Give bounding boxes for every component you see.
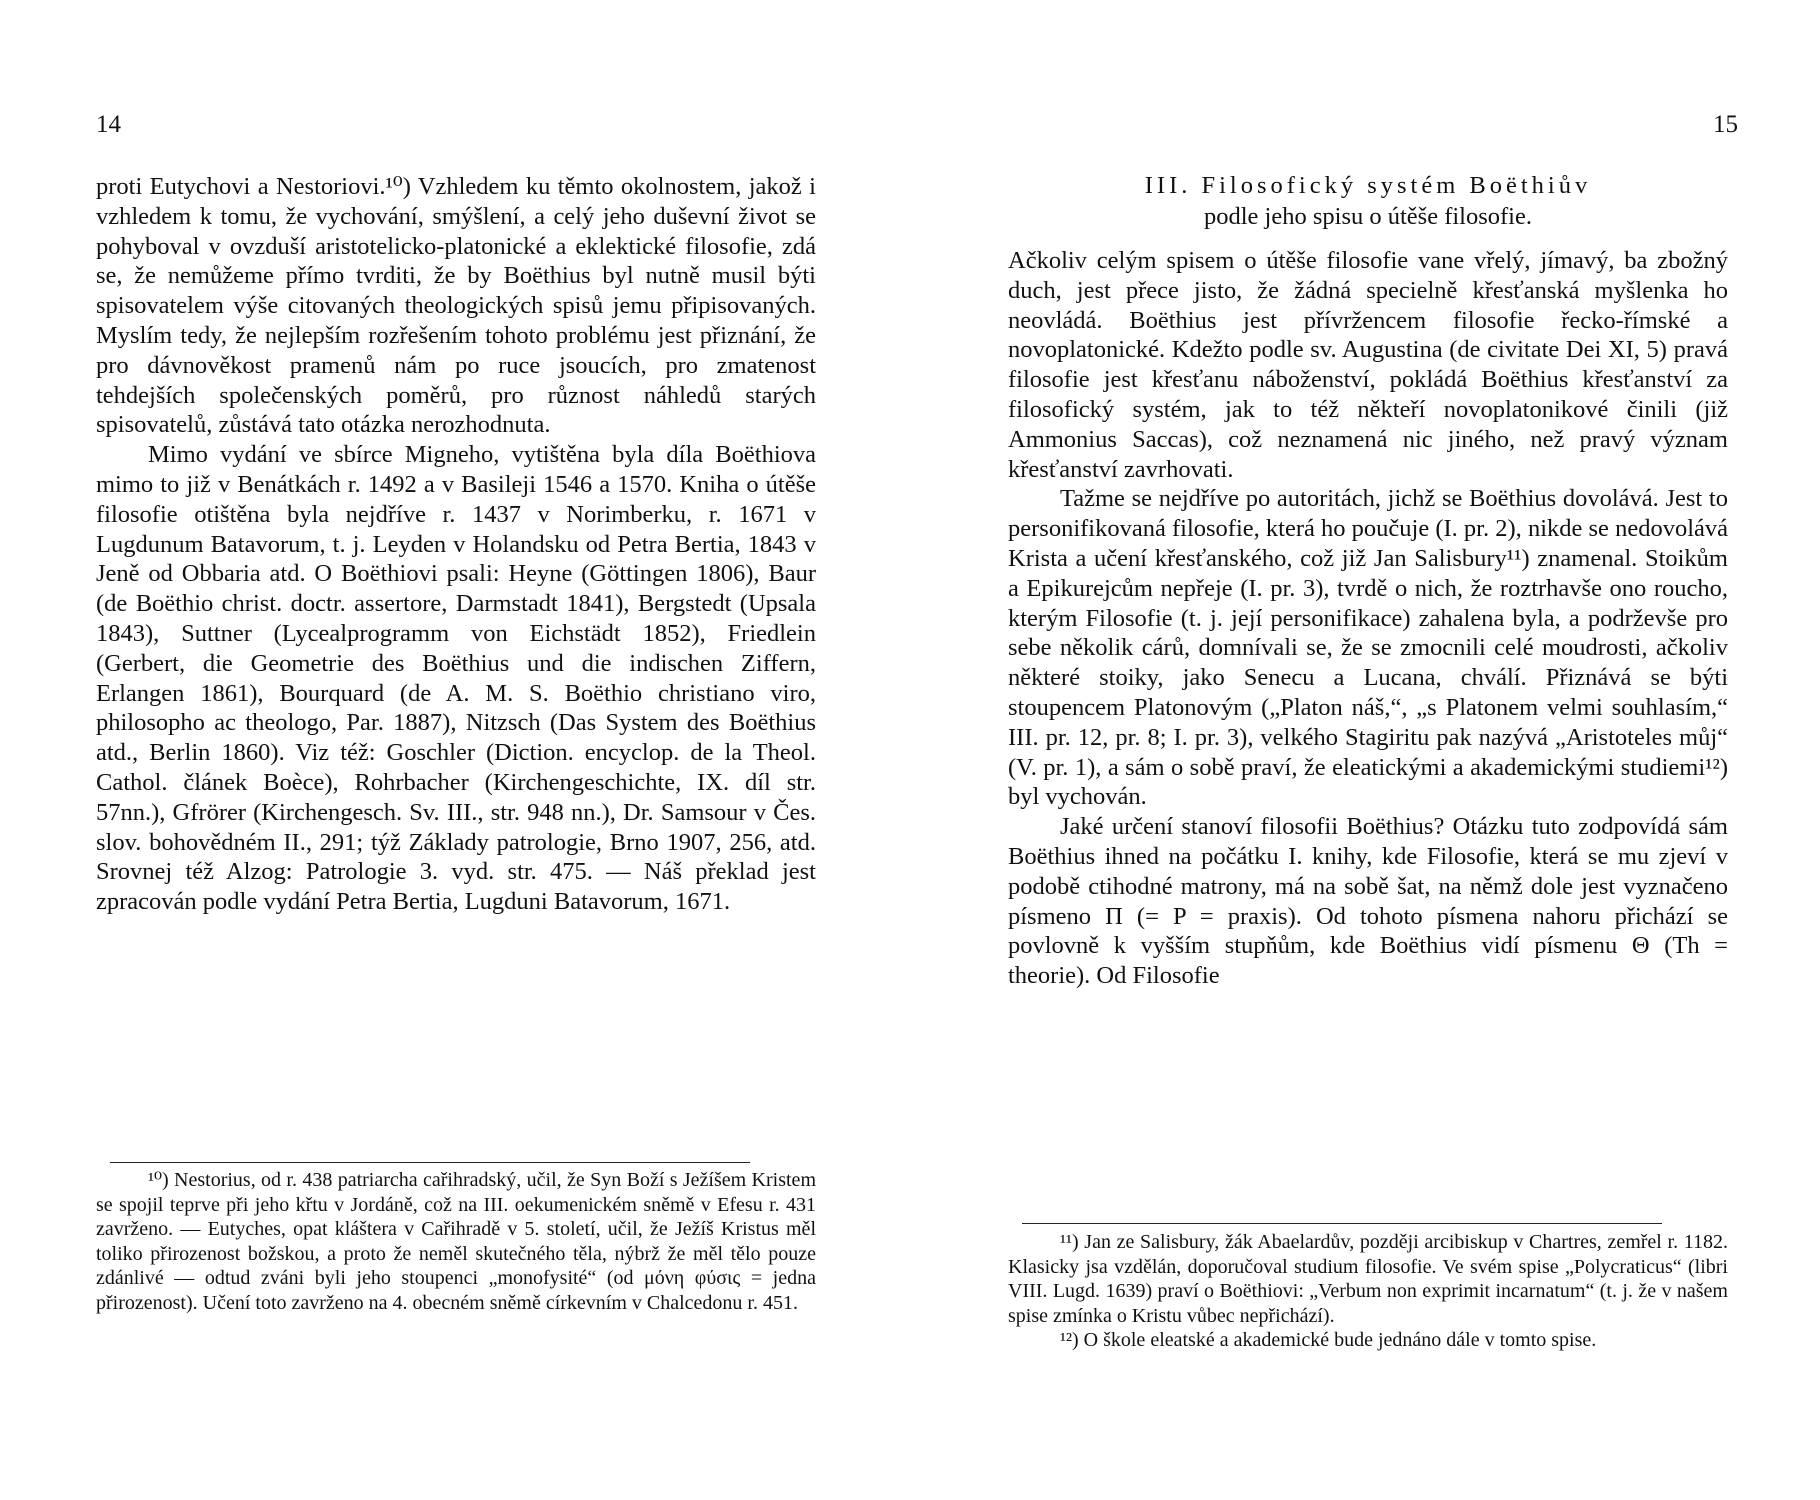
- right-page: [1008, 0, 1768, 1500]
- paragraph: Mimo vydání ve sbírce Migneho, vytištěna byla díla Boëthiova mimo to již v Benátkách r. 1492 a v Basileji 1546 a 1570. Kniha o útěše filosofie otištěna byla nejdříve r. 1437 v Norimberku, r. 1671 v Lugdunum Batavorum, t. j. Leyden v Holandsku od Petra Bertia, 1843 v Jeně od Obbaria atd. O Boëthiovi psali: Heyne (Göttingen 1806), Baur (de Boëthio christ. doctr. assertore, Darmstadt 1841), Bergstedt (Upsala 1843), Suttner (Lycealprogramm von Eichstädt 1852), Friedlein (Gerbert, die Geometrie des Boëthius und die indischen Ziffern, Erlangen 1861), Bourquard (de A. M. S. Boëthio christiano viro, philosopho ac theologo, Par. 1887), Nitzsch (Das System des Boëthius atd., Berlin 1860). Viz též: Goschler (Diction. encyclop. de la Theol. Cathol. článek Boèce), Rohrbacher (Kirchengeschichte, IX. díl str. 57nn.), Gfrörer (Kirchengesch. Sv. III., str. 948 nn.), Dr. Samsour v Čes. slov. bohovědném II., 291; týž Základy patrologie, Brno 1907, 256, atd. Srovnej též Alzog: Patrologie 3. vyd. str. 475. — Náš překlad jest zpracován podle vydání Petra Bertia, Lugduni Batavorum, 1671.: [96, 441, 816, 916]
- page-number: 14: [96, 111, 121, 138]
- paragraph: Jaké určení stanoví filosofii Boëthius? Otázku tuto zodpovídá sám Boëthius ihned na počátku I. knihy, kde Filosofie, která se mu zjeví v podobě ctihodné matrony, má na sobě šat, na němž dole jest vyznačeno písmeno Π (= P = praxis). Od tohoto písmena nahoru přichází se povlovně k vyšším stupňům, kde Boëthius vidí písmenu Θ (Th = theorie). Od Filosofie: [1008, 813, 1728, 990]
- chapter-heading: [1008, 170, 1728, 232]
- footnotes: [1008, 1230, 1728, 1353]
- footnote-divider: [110, 1162, 750, 1163]
- paragraph: Tažme se nejdříve po autoritách, jichž se Boëthius dovolává. Jest to personifikovaná filosofie, která ho poučuje (I. pr. 2), nikde se nedovolává Krista a učení křesťanského, což již Jan Salisbury¹¹) znamenal. Stoikům a Epikurejcům nepřeje (I. pr. 3), tvrdě o nich, že roztrhavše ono roucho, kterým Filosofie (t. j. její personifikace) zahalena byla, a podrževše pro sebe několik cárů, domnívali se, že se zmocnili celé moudrosti, ačkoliv některé stoiky, jako Senecu a Lucana, chválí. Přiznává se býti stoupencem Platonovým („Platon náš,“, „s Platonem velmi souhlasím,“ III. pr. 12, pr. 8; I. pr. 3), velkého Stagiritu pak nazývá „Aristoteles můj“ (V. pr. 1), a sám o sobě praví, že eleatickými a akademickými studiemi¹²) byl vychován.: [1008, 485, 1728, 811]
- footnote-divider: [1022, 1223, 1662, 1224]
- body-text: [96, 172, 816, 917]
- body-text: [1008, 246, 1728, 991]
- footnote: ¹²) O škole eleatské a akademické bude jednáno dále v tomto spise.: [1060, 1329, 1597, 1352]
- paragraph: proti Eutychovi a Nestoriovi.¹⁰) Vzhledem ku těmto okolnostem, jakož i vzhledem k tomu, že vychování, smýšlení, a celý jeho duševní život se pohyboval v ovzduší aristotelicko-platonické a eklektické filosofie, zdá se, že nemůžeme přímo tvrditi, že by Boëthius byl nutně musil býti spisovatelem výše citovaných theologických spisů jemu připisovaných. Myslím tedy, že nejlepším rozřešením tohoto problému jest přiznání, že pro dávnověkost pramenů nám po ruce jsoucích, pro zmatenost tehdejších společenských poměrů, pro různost náhledů starých spisovatelů, zůstává tato otázka nerozhodnuta.: [96, 173, 816, 439]
- footnotes: [96, 1168, 816, 1316]
- footnote: ¹¹) Jan ze Salisbury, žák Abaelardův, později arcibiskup v Chartres, zemřel r. 1182. Klasicky jsa vzdělán, doporučoval studium filosofie. Ve svém spise „Polycraticus“ (libri VIII. Lugd. 1639) praví o Boëthiovi: „Verbum non exprimit incarnatum“ (t. j. že v našem spise zmínka o Kristu vůbec nepřichází).: [1008, 1231, 1728, 1327]
- left-page: [96, 0, 856, 1500]
- page-number: 15: [1713, 111, 1738, 138]
- paragraph: Ačkoliv celým spisem o útěše filosofie vane vřelý, jímavý, ba zbožný duch, jest přece jisto, že žádná specielně křesťanská myšlenka ho neovládá. Boëthius jest přívržencem filosofie řecko-římské a novoplatonické. Kdežto podle sv. Augustina (de civitate Dei XI, 5) pravá filosofie jest křesťanu náboženství, pokládá Boëthius křesťanství za filosofický systém, jak to též někteří novoplatonikové činili (již Ammonius Saccas), což neznamená nic jiného, než pravý význam křesťanství zavrhovati.: [1008, 247, 1728, 483]
- footnote: ¹⁰) Nestorius, od r. 438 patriarcha cařihradský, učil, že Syn Boží s Ježíšem Kristem se spojil teprve při jeho křtu v Jordáně, což na III. oekumenickém sněmě v Efesu r. 431 zavrženo. — Eutyches, opat kláštera v Cařihradě v 5. století, učil, že Ježíš Kristus měl toliko přirozenost božskou, a proto že neměl skutečného těla, nýbrž že měl tělo pouze zdánlivé — odtud zváni byli jeho stoupenci „monofysité“ (od μόνη φύσις = jedna přirozenost). Učení toto zavrženo na 4. obecném sněmě církevním v Chalcedonu r. 451.: [96, 1169, 816, 1314]
- chapter-title: III. Filosofický systém Boëthiův: [1144, 172, 1592, 199]
- chapter-subtitle: podle jeho spisu o útěše filosofie.: [1204, 203, 1532, 230]
